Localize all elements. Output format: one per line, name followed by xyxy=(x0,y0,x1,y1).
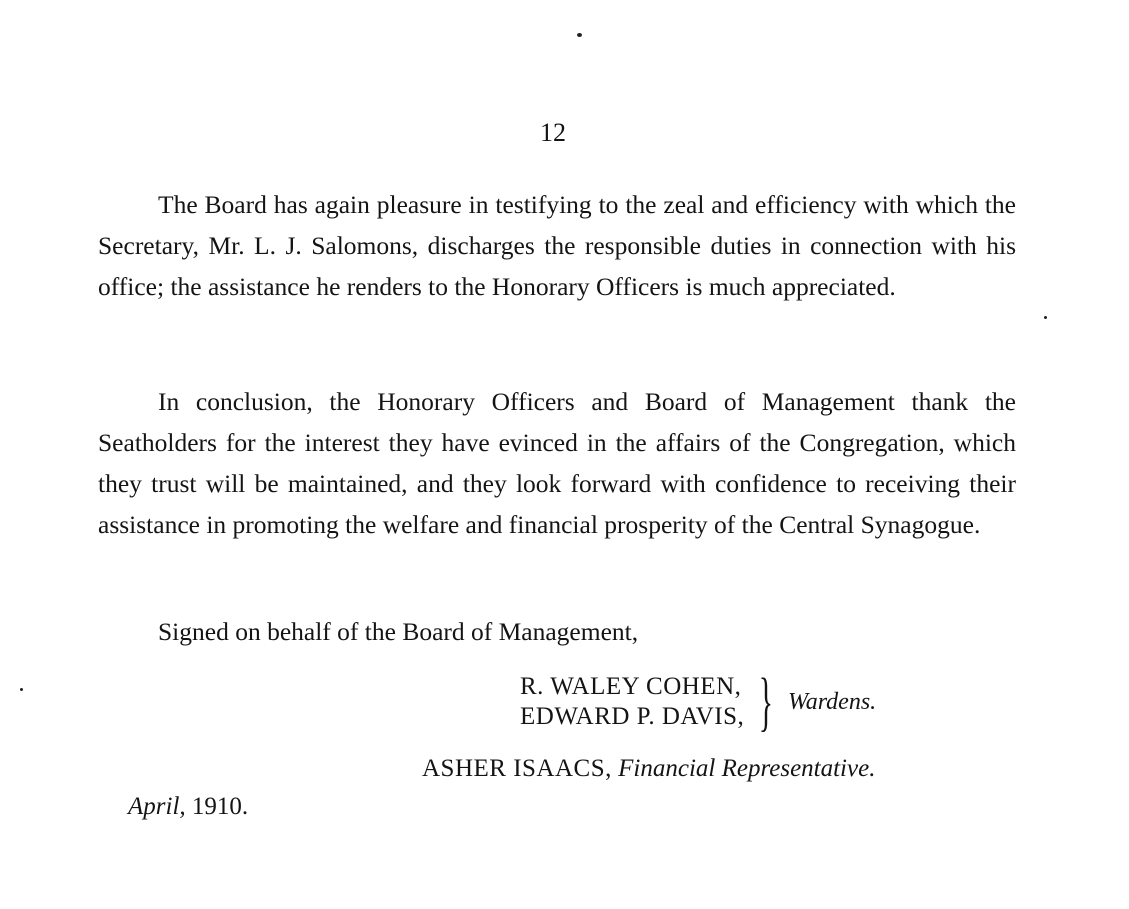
page-number: 12 xyxy=(540,118,566,147)
ink-speck xyxy=(1044,316,1047,319)
financial-representative-name: ASHER ISAACS, xyxy=(422,755,612,782)
wardens-names xyxy=(520,672,744,732)
paragraph-secretary: The Board has again pleasure in testifying to the zeal and efficiency with which the Secretary, Mr. L. J. Salomons, discharges the responsible duties in connection with his office; the assistance he renders to the Honorary Officers is much appreciated. xyxy=(98,190,1016,301)
financial-representative-line xyxy=(422,755,875,783)
paragraph-conclusion: In conclusion, the Honorary Officers and Board of Management thank the Seatholders for the interest they have evinced in the affairs of the Congregation, which they trust will be maintained, and they look forward with confidence to receiving their assistance in promoting the welfare and financial prosperity of the Central Synagogue. xyxy=(98,387,1016,539)
signed-on-behalf-line: Signed on behalf of the Board of Management, xyxy=(158,617,639,646)
financial-representative-role: Financial Representative. xyxy=(618,755,876,782)
ink-speck xyxy=(577,33,582,37)
right-brace-icon: } xyxy=(758,665,774,738)
date-line xyxy=(128,793,248,821)
date-month: April, xyxy=(128,793,186,820)
wardens-signature-block xyxy=(520,665,877,738)
ink-speck xyxy=(20,688,23,691)
warden-name: EDWARD P. DAVIS, xyxy=(520,703,745,730)
wardens-role: Wardens. xyxy=(787,688,877,715)
date-year: 1910. xyxy=(191,793,249,820)
warden-name: R. WALEY COHEN, xyxy=(520,673,742,700)
